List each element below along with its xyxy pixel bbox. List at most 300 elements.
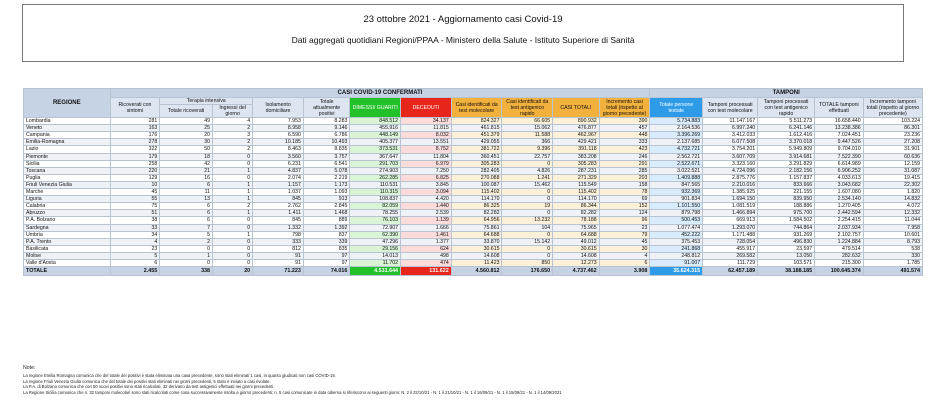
value-cell: 2.875.776 [703,174,758,181]
value-cell: 4 [599,252,650,259]
value-cell: 476.877 [553,125,599,132]
value-cell: 6.541 [303,160,349,167]
value-cell: 220 [110,167,160,174]
value-cell: 91 [253,252,304,259]
value-cell: 1 [213,189,253,196]
value-cell: 2.182.156 [758,167,815,174]
value-cell: 5.949.809 [758,146,815,153]
value-cell: 278 [110,139,160,146]
value-cell: 6.906.252 [815,167,864,174]
table-row [24,146,923,153]
value-cell: 931.269 [758,231,815,238]
value-cell: 0 [502,210,553,217]
value-cell: 890.932 [553,118,599,125]
region-cell: Veneto [24,125,111,132]
value-cell: 7 [160,224,213,231]
value-cell: 14.608 [553,252,599,259]
value-cell: 38 [110,217,160,224]
value-cell: 30.615 [553,245,599,252]
value-cell: 4.837 [253,167,304,174]
value-cell: 11.815 [401,125,452,132]
value-cell: 833.666 [758,181,815,188]
value-cell: 10.601 [863,231,922,238]
value-cell: 305.283 [553,160,599,167]
value-cell: 932.369 [650,189,703,196]
value-cell: 49 [160,118,213,125]
header-region: REGIONE [24,89,111,118]
value-cell: 15.462 [502,181,553,188]
value-cell: 11.044 [863,217,922,224]
value-cell: 49.012 [553,238,599,245]
value-cell: 82.282 [553,210,599,217]
notes-section [23,366,923,395]
value-cell: 4.560.812 [451,267,502,276]
region-cell: Puglia [24,174,111,181]
value-cell: 457 [599,125,650,132]
value-cell: 2.074 [253,174,304,181]
region-cell: Friuli Venezia Giulia [24,181,111,188]
value-cell: 285 [599,167,650,174]
value-cell: 812 [253,245,304,252]
value-cell: 1.157 [253,181,304,188]
value-cell: 281 [110,118,160,125]
value-cell: 45 [599,238,650,245]
value-cell: 13 [160,196,213,203]
value-cell: 16.658.440 [815,118,864,125]
value-cell: 163 [110,125,160,132]
table-total-row [24,267,923,276]
table-row [24,118,923,125]
value-cell: 4.033.613 [815,174,864,181]
region-cell: P.A. Bolzano [24,217,111,224]
value-cell: 75 [110,203,160,210]
value-cell: 215.300 [815,259,864,266]
value-cell: 391.118 [553,146,599,153]
region-cell: Campania [24,132,111,139]
table-row [24,160,923,167]
value-cell: 131.622 [401,267,452,276]
value-cell: 498 [401,252,452,259]
value-cell: 2 [160,238,213,245]
value-cell: 91 [253,259,304,266]
value-cell: 78 [599,189,650,196]
region-cell: Toscana [24,167,111,174]
value-cell: 12.159 [863,160,922,167]
value-cell: 2.210.016 [703,181,758,188]
region-cell: Emilia-Romagna [24,139,111,146]
value-cell: 3.757 [303,153,349,160]
table-row [24,210,923,217]
value-cell: 6.231 [253,160,304,167]
value-cell: 837 [303,231,349,238]
value-cell: 0 [213,245,253,252]
table-row [24,252,923,259]
value-cell: 27.208 [863,139,922,146]
value-cell: 8.793 [863,238,922,245]
value-cell: 0 [502,231,553,238]
value-cell: 1.820 [863,189,922,196]
value-cell: 287.231 [553,167,599,174]
value-cell: 0 [502,160,553,167]
value-cell: 11.588 [502,132,553,139]
value-cell: 74.016 [303,267,349,276]
value-cell: 4.732.721 [650,146,703,153]
value-cell: 375.453 [650,238,703,245]
value-cell: 111.729 [703,259,758,266]
value-cell: 79 [599,231,650,238]
header-tamponi-antigenico: Tamponi processati con test antigenico rapido [758,98,815,118]
header-deceduti: DECEDUTI [401,98,452,118]
value-cell: 5.078 [303,167,349,174]
value-cell: 824.327 [451,118,502,125]
value-cell: 274.903 [350,167,401,174]
value-cell: 3.291.829 [758,160,815,167]
value-cell: 448 [599,132,650,139]
value-cell: 1 [213,231,253,238]
value-cell: 78.255 [350,210,401,217]
covid-data-table [23,88,923,276]
value-cell: 100.087 [451,181,502,188]
value-cell: 203 [599,174,650,181]
value-cell: 305.283 [451,160,502,167]
value-cell: 258 [110,160,160,167]
region-cell: Liguria [24,196,111,203]
value-cell: 848.512 [350,118,401,125]
value-cell: 55 [110,196,160,203]
value-cell: 1.332 [253,224,304,231]
table-row [24,238,923,245]
value-cell: 479.514 [815,245,864,252]
value-cell: 373.531 [350,146,401,153]
value-cell: 798 [253,231,304,238]
value-cell: 12.273 [553,259,599,266]
value-cell: 104 [502,224,553,231]
value-cell: 20 [213,267,253,276]
value-cell: 50 [160,146,213,153]
value-cell: 3.043.682 [815,181,864,188]
value-cell: 9.146 [303,125,349,132]
value-cell: 1.077.474 [650,224,703,231]
header-casi-antigenico: Casi identificati da test antigenico rapido [502,98,553,118]
value-cell: 271.329 [553,174,599,181]
value-cell: 6 [160,217,213,224]
value-cell: 10 [110,181,160,188]
value-cell: 108.837 [350,196,401,203]
value-cell: 500.453 [650,217,703,224]
value-cell: 15.062 [502,125,553,132]
table-row [24,167,923,174]
note-line: La P.A. di Bolzano comunica che con 50 nuovi positivi sono stati ricalcolati, 32 derivano da test antigenici effettuati nei giorni precedenti. [23,384,275,390]
value-cell: 339 [303,238,349,245]
value-cell: 1.694.150 [703,196,758,203]
value-cell: 1 [160,252,213,259]
region-cell: Lazio [24,146,111,153]
value-cell: 381.722 [451,146,502,153]
value-cell: 2.534.140 [815,196,864,203]
value-cell: 1.171.488 [703,231,758,238]
value-cell: 1.037 [253,189,304,196]
value-cell: 129 [110,174,160,181]
value-cell: 282.632 [815,252,864,259]
value-cell: 1.270.405 [815,203,864,210]
value-cell: 4 [213,118,253,125]
value-cell: 64.688 [451,231,502,238]
note-line: La regione Emilia Romagna comunica che del totale dei positivi è stata eliminata una casa precedente, sono stati eliminati 1 casi, in quanto giudicati non casi COVID-19. [23,373,336,379]
value-cell: 1.157.837 [758,174,815,181]
value-cell: 405.377 [350,139,401,146]
value-cell: 66.605 [502,118,553,125]
region-cell: Sicilia [24,160,111,167]
value-cell: 19.415 [863,174,922,181]
value-cell: 6.997.240 [703,125,758,132]
value-cell: 360.451 [451,153,502,160]
value-cell: 6 [599,259,650,266]
value-cell: 14.832 [863,196,922,203]
value-cell: 10.185 [253,139,304,146]
header-ricoverati: Ricoverati con sintomi [110,98,160,118]
value-cell: 0 [213,160,253,167]
value-cell: 451.379 [451,132,502,139]
table-row [24,132,923,139]
value-cell: 0 [213,174,253,181]
table-row [24,231,923,238]
value-cell: 2.442.594 [815,210,864,217]
value-cell: 330 [863,252,922,259]
value-cell: 1.224.884 [815,238,864,245]
value-cell: 429.421 [553,139,599,146]
value-cell: 452.222 [650,231,703,238]
value-cell: 20 [160,132,213,139]
value-cell: 1.081.519 [703,203,758,210]
value-cell: 21 [160,167,213,174]
value-cell: 269.582 [703,252,758,259]
value-cell: 1.392 [303,224,349,231]
value-cell: 221.155 [758,189,815,196]
value-cell: 33.870 [451,238,502,245]
value-cell: 3 [213,132,253,139]
note-line: La Regione Sicilia comunica che n. 32 tamponi molecolari sono stati ricalcolati come cosa successivamente risolta a giorno precedenti; n. 5 casi comunicate in data odierna si riferiscono ai seguenti giorni: N. 2 il 22/10/21 - N. 1 il 21/10/21 - N. 1 il 16/09/21 - N. 1 il 15/09/21 - N. 1 il 14/09/2021 [23,389,562,395]
region-cell: Calabria [24,203,111,210]
value-cell: 5.511.273 [758,118,815,125]
value-cell: 103.571 [758,259,815,266]
value-cell: 1.461 [401,231,452,238]
value-cell: 455.917 [703,245,758,252]
value-cell: 1.173 [303,181,349,188]
value-cell: 47.296 [350,238,401,245]
value-cell: 110.315 [350,189,401,196]
value-cell: 30 [599,245,650,252]
value-cell: 7.953 [253,118,304,125]
value-cell: 1.377 [401,238,452,245]
value-cell: 0 [502,245,553,252]
value-cell: 82.282 [451,210,502,217]
value-cell: 4.826 [502,167,553,174]
value-cell: 11.702 [350,259,401,266]
value-cell: 86.344 [553,203,599,210]
region-cell: Abruzzo [24,210,111,217]
value-cell: 1.440 [401,203,452,210]
value-cell: 333 [599,139,650,146]
region-cell: Basilicata [24,245,111,252]
value-cell: 474 [401,259,452,266]
value-cell: 0 [502,189,553,196]
value-cell: 1.241 [502,174,553,181]
value-cell: 62.457.189 [703,267,758,276]
value-cell: 7.250 [401,167,452,174]
value-cell: 13.238.386 [815,125,864,132]
value-cell: 366 [502,139,553,146]
value-cell: 51 [110,210,160,217]
header-group-confirmed: CASI COVID-19 CONFERMATI [110,89,650,98]
value-cell: 5.734.883 [650,118,703,125]
value-cell: 78.188 [553,217,599,224]
value-cell: 75.965 [553,224,599,231]
page-subtitle: Dati aggregati quotidiani Regioni/PPAA - Ministero della Salute - Istituto Superiore di Sanità [291,35,635,45]
value-cell: 839.950 [758,196,815,203]
value-cell: 7.958 [863,224,922,231]
value-cell: 4 [110,238,160,245]
value-cell: 845 [253,196,304,203]
region-cell: Marche [24,189,111,196]
header-persone-testate: Totale persone testate [650,98,703,118]
notes-title: Note: [23,365,36,371]
value-cell: 96 [599,217,650,224]
region-cell: Piemonte [24,153,111,160]
value-cell: 6.590 [253,132,304,139]
value-cell: 12.332 [863,210,922,217]
header-ti-ingressi: Ingressi del giorno [213,105,253,118]
value-cell: 69 [599,196,650,203]
region-cell: Umbria [24,231,111,238]
value-cell: 9.396 [502,146,553,153]
value-cell: 3.370.018 [758,139,815,146]
value-cell: 1 [213,196,253,203]
region-cell: Valle d'Aosta [24,259,111,266]
value-cell: 11.147.167 [703,118,758,125]
value-cell: 383.208 [553,153,599,160]
value-cell: 847.565 [650,181,703,188]
value-cell: 850 [502,259,553,266]
header-dimessi: DIMESSI/ GUARITI [350,98,401,118]
value-cell: 1.584.502 [758,217,815,224]
value-cell: 115.402 [451,189,502,196]
value-cell: 10.493 [303,139,349,146]
value-cell: 3.022.521 [650,167,703,174]
value-cell: 1 [213,167,253,174]
value-cell: 3.412.033 [703,132,758,139]
region-cell: Sardegna [24,224,111,231]
value-cell: 19 [502,203,553,210]
value-cell: 3.323.160 [703,160,758,167]
value-cell: 2.522.671 [650,160,703,167]
value-cell: 8.752 [401,146,452,153]
value-cell: 2.137.685 [650,139,703,146]
value-cell: 3.845 [401,181,452,188]
table-row [24,245,923,252]
value-cell: 270.088 [451,174,502,181]
table-row [24,139,923,146]
table-row [24,153,923,160]
value-cell: 6.241.146 [758,125,815,132]
table-row [24,224,923,231]
value-cell: 291 [599,160,650,167]
value-cell: 246 [599,153,650,160]
value-cell: 461.815 [451,125,502,132]
value-cell: 0 [213,259,253,266]
value-cell: 879.798 [650,210,703,217]
region-cell: P.A. Trento [24,238,111,245]
value-cell: 3.607.709 [703,153,758,160]
value-cell: 76.103 [350,217,401,224]
value-cell: 744.864 [758,224,815,231]
value-cell: 0 [213,238,253,245]
value-cell: 16 [160,174,213,181]
value-cell: 2.219 [303,174,349,181]
value-cell: 22.757 [502,153,553,160]
value-cell: 1.385.925 [703,189,758,196]
value-cell: 2 [213,125,253,132]
value-cell: 496.830 [758,238,815,245]
value-cell: 455.916 [350,125,401,132]
value-cell: 11.804 [401,153,452,160]
value-cell: 2 [213,146,253,153]
value-cell: 624 [401,245,452,252]
value-cell: 1.466.894 [703,210,758,217]
value-cell: 34.137 [401,118,452,125]
value-cell: 64.956 [451,217,502,224]
region-cell: Molise [24,252,111,259]
value-cell: 11 [160,189,213,196]
value-cell: 262.285 [350,174,401,181]
value-cell: 1.293.070 [703,224,758,231]
value-cell: 0 [213,252,253,259]
value-cell: 282.405 [451,167,502,174]
value-cell: 1 [213,210,253,217]
value-cell: 8.958 [253,125,304,132]
value-cell: 1.139 [401,217,452,224]
value-cell: 30.615 [451,245,502,252]
value-cell: 0 [213,153,253,160]
value-cell: 23 [599,224,650,231]
value-cell: 6.614.989 [815,160,864,167]
value-cell: 429.055 [451,139,502,146]
value-cell: 6.825 [401,174,452,181]
table-body [24,118,923,276]
value-cell: 158 [599,181,650,188]
header-tamponi-totale: TOTALE tamponi effettuati [815,98,864,118]
table-row [24,181,923,188]
value-cell: 5 [160,231,213,238]
value-cell: 71.223 [253,267,304,276]
value-cell: 34 [110,231,160,238]
value-cell: 13.232 [502,217,553,224]
value-cell: 23.236 [863,132,922,139]
header-group-tamponi: TAMPONI [650,89,923,98]
value-cell: 14.013 [350,252,401,259]
value-cell: 1.409.888 [650,174,703,181]
value-cell: 8.283 [303,118,349,125]
value-cell: 0 [502,252,553,259]
value-cell: 390 [599,118,650,125]
value-cell: 3.396.269 [650,132,703,139]
value-cell: 0 [502,196,553,203]
value-cell: 322 [110,146,160,153]
value-cell: 6 [160,210,213,217]
table-row [24,217,923,224]
value-cell: 669.913 [703,217,758,224]
value-cell: 462.967 [553,132,599,139]
value-cell: 2.102.757 [815,231,864,238]
